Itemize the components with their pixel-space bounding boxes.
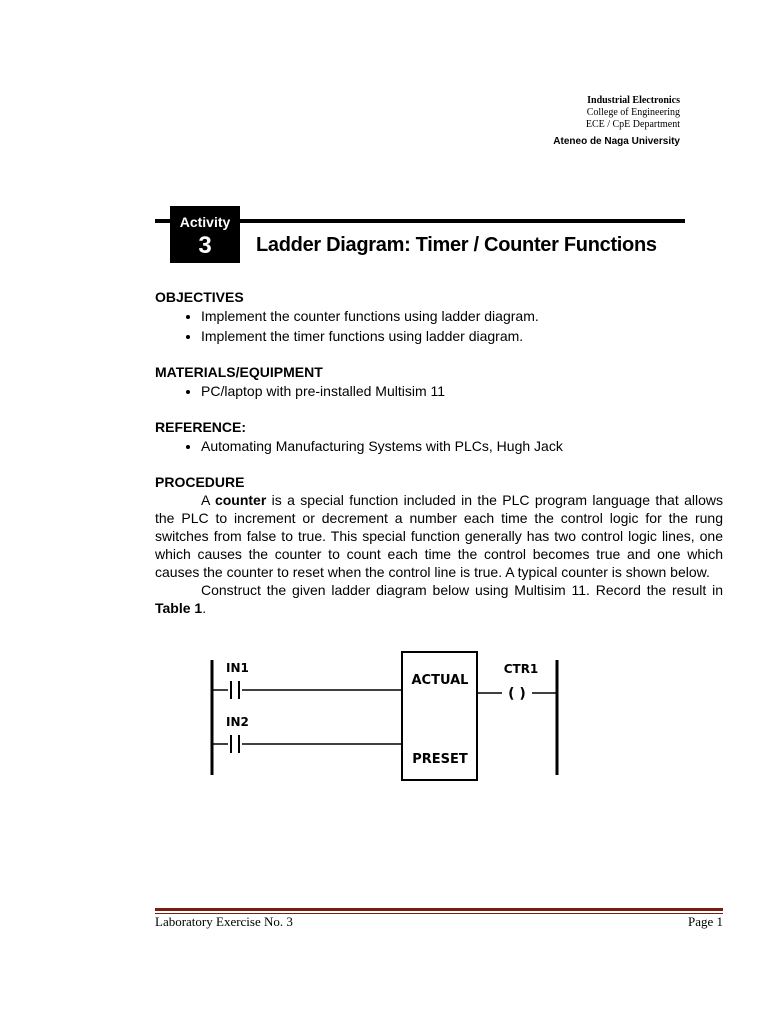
paragraph-text: is a special function included in the PLC program language that allows the PLC to increment or decrement a number each time the control logic for the rung switches from false to true. This special function generally has two control logic lines, one which causes the counter to count each time the control becomes true and one which causes the counter to reset when the control line is true. A typical counter is shown below. [155,492,723,580]
actual-label: ACTUAL [411,673,469,688]
document-body [155,288,723,617]
in1-label: IN1 [226,661,249,675]
paragraph-text: Construct the given ladder diagram below using Multisim 11. Record the result in [201,582,723,598]
materials-list [155,382,723,400]
footer-exercise-label: Laboratory Exercise No. 3 [155,914,293,929]
document-header [586,94,680,131]
table-reference: Table 1 [155,600,203,616]
procedure-heading: PROCEDURE [155,474,245,490]
reference-heading: REFERENCE: [155,419,247,435]
paragraph-text: . [202,600,207,616]
list-item: • Automating Manufacturing Systems with PLCs, Hugh Jack [201,437,723,455]
preset-label: PRESET [412,752,468,767]
footer-rule [155,908,723,911]
college-name: College of Engineering [586,107,680,118]
university-name: Ateneo de Naga University [553,136,680,147]
activity-label: Activity [179,214,231,230]
ladder-diagram [200,650,580,790]
activity-title: Ladder Diagram: Timer / Counter Functions [256,234,657,256]
list-item: • PC/laptop with pre-installed Multisim 11 [201,382,723,400]
list-item: • Implement the counter functions using ladder diagram. [201,307,723,325]
activity-badge [170,206,240,263]
objectives-heading: OBJECTIVES [155,289,244,305]
page-number: Page 1 [687,914,723,929]
procedure-paragraph-2 [155,581,723,617]
in2-label: IN2 [226,715,249,729]
ctr1-label: CTR1 [503,662,539,676]
counter-term: counter [214,492,267,508]
objectives-list [155,307,723,345]
coil-symbol: ( ) [508,686,526,702]
activity-number: 3 [198,232,212,259]
procedure-paragraph-1 [155,491,723,581]
materials-heading: MATERIALS/EQUIPMENT [155,364,323,380]
reference-list [155,437,723,455]
course-title: Industrial Electronics [587,95,680,106]
department-name: ECE / CpE Department [585,119,680,130]
paragraph-text: A [201,492,215,508]
list-item: • Implement the timer functions using ladder diagram. [201,327,723,345]
